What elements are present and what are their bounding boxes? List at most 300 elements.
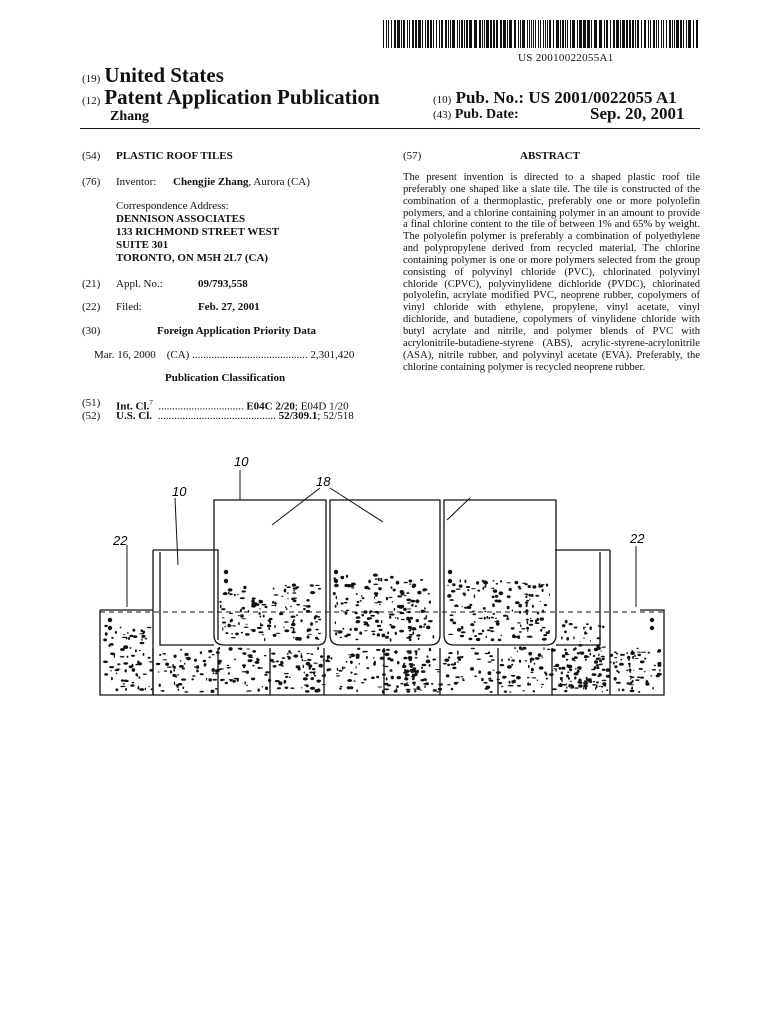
code-52: (52) (82, 410, 101, 422)
speckle (306, 599, 309, 602)
speckle (389, 616, 391, 619)
barcode-bar (560, 20, 561, 48)
barcode-bar (696, 20, 698, 48)
speckle (310, 687, 315, 690)
speckle (264, 674, 267, 676)
speckle (336, 675, 340, 676)
speckle (392, 601, 393, 603)
speckle (542, 610, 544, 613)
speckle (589, 653, 591, 656)
speckle (401, 592, 405, 595)
speckle (429, 648, 431, 652)
speckle (610, 654, 613, 657)
speckle (323, 674, 326, 677)
speckle (546, 584, 548, 587)
speckle (262, 634, 264, 635)
speckle (385, 653, 390, 657)
speckle (208, 656, 211, 658)
speckle (597, 647, 601, 649)
speckle (485, 688, 489, 690)
speckle (287, 653, 289, 655)
speckle (404, 582, 408, 584)
speckle (284, 673, 289, 674)
speckle (391, 676, 394, 680)
speckle (248, 610, 250, 613)
speckle (318, 588, 321, 590)
speckle (628, 659, 630, 661)
barcode-bar (562, 20, 564, 48)
speckle (540, 601, 541, 602)
speckle (249, 690, 252, 691)
speckle (437, 671, 439, 672)
speckle (139, 688, 144, 691)
speckle (264, 606, 267, 608)
abstract-heading: ABSTRACT (520, 150, 580, 162)
speckle (104, 625, 108, 627)
speckle (461, 626, 463, 630)
speckle (502, 676, 506, 679)
speckle (544, 604, 547, 606)
speckle (488, 652, 490, 654)
speckle (626, 652, 627, 655)
speckle (501, 659, 503, 662)
speckle (427, 655, 429, 658)
speckle (575, 668, 576, 670)
barcode-bar (637, 20, 639, 48)
speckle (126, 637, 128, 640)
speckle (491, 588, 494, 589)
speckle (200, 651, 202, 654)
speckle (654, 665, 656, 667)
speckle (500, 635, 501, 637)
inventor: Chengjie Zhang, Aurora (CA) (173, 176, 310, 188)
speckle (291, 623, 296, 627)
speckle (397, 617, 399, 620)
speckle (522, 647, 526, 650)
speckle (123, 683, 126, 684)
barcode-bar (616, 20, 619, 48)
barcode-bar (632, 20, 634, 48)
publication-classification-heading: Publication Classification (165, 372, 286, 384)
speckle (257, 627, 262, 629)
speckle (474, 635, 477, 637)
speckle (497, 600, 501, 603)
barcode-bar (418, 20, 421, 48)
barcode-bar (567, 20, 568, 48)
speckle (178, 683, 182, 686)
speckle (410, 650, 412, 654)
speckle (386, 677, 388, 680)
speckle (578, 679, 581, 683)
speckle (397, 661, 400, 664)
barcode-bar (401, 20, 402, 48)
speckle (509, 691, 511, 692)
speckle (170, 670, 172, 673)
speckle (310, 591, 315, 594)
speckle (292, 584, 296, 587)
speckle (367, 667, 370, 669)
speckle (532, 585, 536, 588)
speckle (494, 618, 497, 619)
pub-date: Sep. 20, 2001 (590, 104, 685, 123)
speckle (386, 597, 388, 600)
speckle (408, 626, 412, 629)
speckle (638, 691, 640, 693)
speckle (227, 624, 230, 628)
speckle (443, 663, 447, 665)
speckle (268, 679, 271, 683)
barcode-bar (543, 20, 544, 48)
speckle (409, 638, 412, 641)
speckle (145, 638, 148, 640)
barcode-bar (626, 20, 628, 48)
speckle (409, 630, 412, 632)
speckle (488, 661, 492, 662)
speckle (378, 587, 382, 590)
speckle (116, 673, 118, 675)
barcode-bar (538, 20, 539, 48)
pub-date-line: (43) Pub. Date: (433, 107, 519, 122)
speckle (229, 679, 234, 680)
speckle (415, 657, 418, 659)
speckle (382, 649, 386, 653)
speckle (488, 671, 492, 675)
speckle (413, 684, 415, 685)
speckle (357, 601, 360, 603)
speckle (373, 584, 378, 586)
speckle (379, 629, 383, 631)
speckle (111, 677, 113, 680)
speckle (659, 669, 660, 672)
speckle (252, 597, 256, 599)
speckle (489, 627, 494, 629)
speckle (354, 628, 358, 631)
speckle (415, 652, 417, 656)
speckle (521, 628, 526, 629)
speckle (408, 636, 412, 638)
speckle (509, 588, 512, 591)
speckle (285, 606, 287, 608)
speckle (338, 630, 343, 633)
speckle (177, 674, 180, 675)
inventor-surname: Zhang (110, 109, 149, 124)
speckle (567, 671, 569, 673)
speckle (469, 604, 472, 606)
speckle (264, 655, 267, 656)
barcode-bar (412, 20, 414, 48)
speckle (595, 687, 596, 690)
barcode-bar (587, 20, 590, 48)
speckle (338, 670, 342, 672)
speckle (140, 642, 145, 644)
speckle (447, 664, 450, 666)
speckle (635, 679, 639, 681)
speckle (474, 621, 476, 623)
speckle (490, 680, 494, 682)
speckle (356, 620, 361, 623)
speckle (535, 619, 537, 622)
speckle (583, 682, 588, 685)
speckle (618, 688, 619, 691)
speckle (162, 659, 167, 660)
speckle (543, 634, 547, 636)
speckle (484, 611, 486, 613)
country: United States (104, 63, 224, 87)
speckle (452, 622, 456, 625)
speckle (310, 622, 313, 626)
speckle (570, 681, 572, 683)
speckle (149, 669, 153, 672)
pub-number: US 2001/0022055 A1 (528, 88, 677, 107)
speckle (450, 619, 454, 622)
barcode-bar (583, 20, 586, 48)
speckle (346, 661, 348, 663)
speckle (416, 599, 420, 603)
speckle (630, 690, 635, 692)
speckle (583, 627, 584, 630)
speckle (601, 656, 605, 657)
speckle (115, 631, 117, 634)
speckle (380, 657, 385, 660)
barcode-bar (658, 20, 659, 48)
barcode-bar (676, 20, 679, 48)
speckle (208, 650, 212, 653)
speckle (580, 652, 584, 655)
speckle (309, 672, 313, 674)
speckle (459, 586, 463, 587)
speckle (390, 669, 393, 672)
speckle (379, 604, 381, 606)
speckle (180, 660, 182, 662)
speckle (327, 668, 331, 671)
speckle (262, 686, 263, 687)
speckle (318, 619, 321, 621)
speckle (359, 632, 362, 635)
speckle (407, 609, 412, 610)
speckle (499, 591, 504, 595)
speckle (319, 664, 323, 668)
speckle (444, 659, 449, 662)
barcode-bar (441, 20, 443, 48)
speckle (132, 668, 136, 672)
speckle (259, 608, 261, 609)
speckle (272, 661, 276, 662)
speckle (602, 658, 605, 661)
speckle (526, 594, 529, 595)
speckle (125, 669, 127, 672)
speckle (272, 601, 275, 604)
speckle (289, 677, 291, 678)
speckle (639, 668, 643, 670)
speckle (218, 647, 220, 650)
speckle (508, 685, 512, 686)
speckle (133, 682, 135, 683)
speckle (424, 618, 427, 620)
speckle (394, 651, 398, 653)
speckle (432, 659, 436, 661)
appl-label: Appl. No.: (116, 278, 163, 290)
speckle (586, 623, 589, 625)
speckle (630, 651, 635, 655)
speckle (281, 596, 283, 597)
speckle (404, 595, 407, 596)
speckle (560, 677, 563, 678)
speckle (350, 672, 352, 674)
speckle (534, 663, 536, 665)
speckle (629, 669, 632, 672)
label-22-left: 22 (113, 533, 128, 548)
speckle (208, 678, 212, 681)
speckle (384, 688, 389, 690)
speckle (526, 619, 529, 621)
speckle (506, 582, 511, 583)
speckle (377, 687, 382, 688)
speckle (313, 663, 318, 664)
speckle (344, 602, 348, 604)
speckle (574, 676, 576, 679)
speckle (125, 688, 127, 691)
speckle (196, 665, 199, 669)
speckle (104, 673, 108, 676)
barcode-bar (482, 20, 483, 48)
speckle (364, 630, 368, 631)
speckle (448, 652, 452, 654)
speckle (520, 624, 522, 627)
speckle (589, 681, 592, 683)
speckle (539, 583, 541, 585)
speckle (120, 627, 122, 629)
speckle (315, 621, 319, 622)
speckle (217, 669, 222, 670)
speckle (414, 690, 416, 693)
abstract-text: The present invention is directed to a shaped plastic roof tile preferably one shaped like a slate tile. The tile is constructed of the combination of a thermoplastic, preferably one or more polyolefin polymers, and a chlorine containing polymer in an amount to provide a final chlorine content to the tile of between 1% and 65% by weight. The polyolefin polymer is preferably a combination of polyethylene and polypropylene derived from recycled material. The chlorine containing polymer is one or more polymers selected from the group consisting of polyvinyl chloride (PVC), chlorinated polyvinyl chloride (CPVC), polyvinylidene dichloride (PVDC), chlorinated polyolefin, acrylate modified PVC, neoprene rubber, copolymers of vinyl chloride with ethylene, propylene, vinyl acetate, vinyl dichloride, and butadiene, copolymers of vinylidene chloride with butyl acrylate and nitrile, and polymer blends of PVC with acrylonitrile-butadiene-styrene (ABS), acrylic-styrene-acrylonitrile (ASA), nitrile rubber, and polyvinyl acetate (EVA). Preferably, the chlorine containing polymer is recycled neoprene rubber. (403, 172, 700, 373)
speckle (412, 631, 414, 635)
barcode-bar (545, 20, 546, 48)
filed-label: Filed: (116, 301, 142, 313)
speckle (462, 606, 463, 607)
speckle (185, 691, 187, 693)
barcode-bar (533, 20, 534, 48)
speckle (228, 588, 233, 591)
speckle (527, 636, 530, 638)
speckle (313, 672, 315, 675)
speckle (308, 605, 310, 606)
speckle (229, 613, 233, 614)
speckle (275, 604, 276, 606)
speckle (229, 593, 232, 595)
speckle (246, 649, 250, 650)
speckle (284, 621, 289, 623)
speckle (514, 647, 517, 648)
speckle (178, 689, 180, 691)
speckle (382, 690, 384, 694)
speckle (577, 652, 580, 654)
speckle (350, 661, 353, 664)
speckle (340, 686, 343, 688)
speckle (490, 691, 493, 693)
speckle (337, 668, 339, 671)
speckle (245, 681, 246, 684)
speckle (577, 670, 580, 673)
barcode-bar (459, 20, 460, 48)
speckle (574, 687, 579, 689)
speckle (631, 687, 633, 690)
foreign-priority-heading: Foreign Application Priority Data (157, 325, 316, 337)
speckle (229, 647, 233, 651)
speckle (410, 669, 414, 672)
speckle (373, 657, 375, 658)
barcode-bar (656, 20, 657, 48)
barcode-bar (450, 20, 451, 48)
speckle (492, 596, 495, 599)
speckle (341, 602, 344, 604)
speckle (614, 657, 617, 658)
speckle (535, 657, 540, 660)
speckle (515, 581, 519, 584)
speckle (256, 658, 258, 661)
speckle (369, 611, 371, 614)
speckle (491, 638, 495, 641)
speckle (474, 675, 477, 677)
pub-number-line: (10) Pub. No.: US 2001/0022055 A1 (433, 88, 677, 107)
speckle (394, 608, 396, 611)
speckle (538, 653, 542, 657)
speckle (301, 655, 303, 659)
speckle (426, 615, 428, 618)
speckle (452, 583, 455, 586)
speckle (478, 670, 481, 673)
speckle (395, 617, 396, 619)
speckle (320, 655, 323, 658)
speckle (139, 676, 141, 679)
speckle (356, 689, 358, 692)
speckle (406, 690, 410, 693)
speckle (454, 662, 456, 665)
speckle (401, 619, 405, 620)
speckle (393, 589, 396, 592)
speckle (211, 690, 215, 693)
speckle (466, 586, 470, 588)
speckle (483, 587, 485, 590)
speckle (620, 654, 625, 656)
speckle (491, 617, 494, 619)
speckle (627, 682, 630, 685)
speckle (293, 637, 295, 639)
speckle (265, 671, 270, 673)
speckle (402, 665, 407, 669)
speckle (390, 576, 394, 579)
speckle (404, 683, 407, 686)
speckle (431, 683, 434, 685)
speckle (148, 657, 151, 659)
speckle (527, 682, 529, 686)
speckle (493, 580, 495, 582)
speckle (182, 687, 184, 690)
barcode-bar (522, 20, 525, 48)
speckle (412, 677, 415, 680)
speckle (506, 618, 510, 620)
speckle (342, 628, 344, 630)
speckle (561, 636, 563, 639)
speckle (509, 681, 511, 684)
speckle (507, 606, 510, 610)
barcode-bar (669, 20, 671, 48)
barcode-bar (650, 20, 651, 48)
label-22-right: 22 (630, 531, 645, 546)
speckle (191, 678, 194, 680)
speckle (652, 669, 657, 671)
speckle (614, 665, 617, 668)
